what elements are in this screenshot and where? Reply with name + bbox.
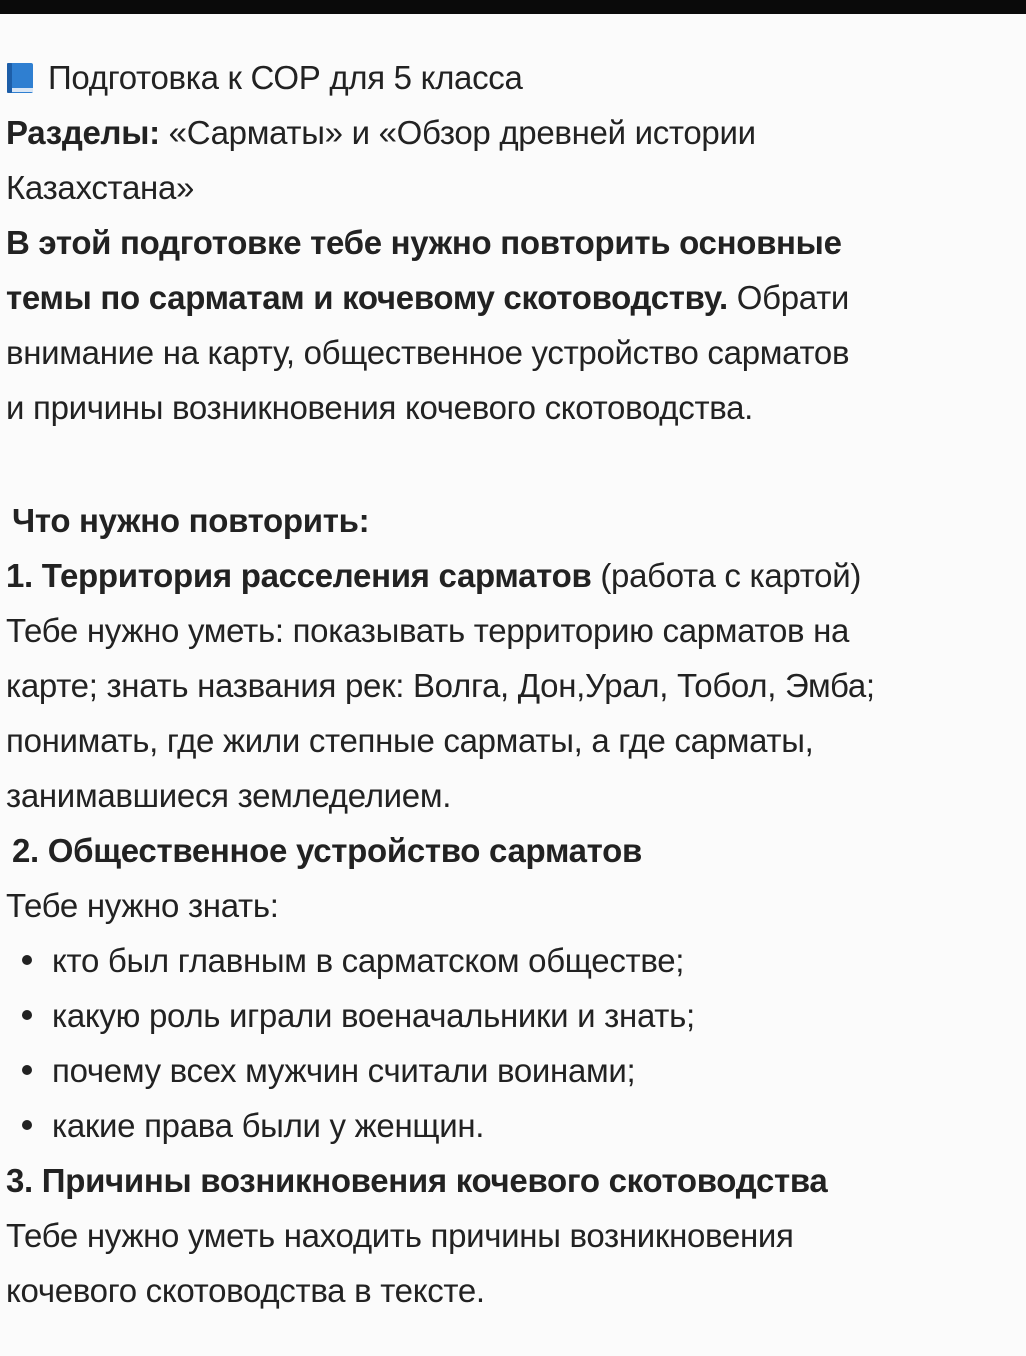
blue-book-icon xyxy=(6,55,34,87)
page-title xyxy=(6,50,1006,105)
paragraph-gap xyxy=(6,435,1006,493)
top-bar xyxy=(0,0,1026,14)
sections-line-2 xyxy=(6,160,1006,215)
topic3-line: Тебе нужно уметь находить причины возникновения xyxy=(6,1217,794,1254)
intro-bold-line-2: темы по сарматам и кочевому скотоводству. xyxy=(6,279,728,316)
topic1-line: занимавшиеся земледелием. xyxy=(6,777,452,814)
bullet-icon xyxy=(22,1010,32,1020)
topic1-heading-note: (работа с картой) xyxy=(591,557,862,594)
sections-text: «Сарматы» и «Обзор древней истории xyxy=(159,114,756,151)
sections-line xyxy=(6,105,1006,160)
list-item-text: какую роль играли военачальники и знать; xyxy=(52,997,695,1034)
title-text: Подготовка к СОР для 5 класса xyxy=(48,59,523,96)
list-item xyxy=(6,1098,1006,1153)
intro-line-4: и причины возникновения кочевого скотоводства. xyxy=(6,389,754,426)
topic1-line: понимать, где жили степные сарматы, а где сарматы, xyxy=(6,722,814,759)
list-item xyxy=(6,988,1006,1043)
topic3-line: кочевого скотоводства в тексте. xyxy=(6,1272,485,1309)
topic1-line: карте; знать названия рек: Волга, Дон,Урал, Тобол, Эмба; xyxy=(6,667,875,704)
list-item-text: какие права были у женщин. xyxy=(52,1107,485,1144)
intro-bold-line-1: В этой подготовке тебе нужно повторить основные xyxy=(6,224,842,261)
topic2-heading: 2. Общественное устройство сарматов xyxy=(12,832,642,869)
sections-label: Разделы: xyxy=(6,114,160,151)
intro-line-2-rest: Обрати xyxy=(727,279,850,316)
topic1-line: Тебе нужно уметь: показывать территорию сарматов на xyxy=(6,612,850,649)
intro-line-3: внимание на карту, общественное устройство сарматов xyxy=(6,334,850,371)
bullet-icon xyxy=(22,1065,32,1075)
intro-line-2 xyxy=(6,270,1006,325)
topic1-heading-line xyxy=(6,548,1006,603)
bullet-icon xyxy=(22,1120,32,1130)
list-item-text: почему всех мужчин считали воинами; xyxy=(52,1052,636,1089)
list-item xyxy=(6,933,1006,988)
bullet-icon xyxy=(22,955,32,965)
sections-text-2: Казахстана» xyxy=(6,169,195,206)
review-heading: Что нужно повторить: xyxy=(12,502,370,539)
list-item-text: кто был главным в сарматском обществе; xyxy=(52,942,685,979)
message-body xyxy=(6,50,1006,1318)
topic3-heading: 3. Причины возникновения кочевого скотоводства xyxy=(6,1162,828,1199)
list-item xyxy=(6,1043,1006,1098)
topic2-intro: Тебе нужно знать: xyxy=(6,887,279,924)
topic1-heading: 1. Территория расселения сарматов xyxy=(6,557,592,594)
